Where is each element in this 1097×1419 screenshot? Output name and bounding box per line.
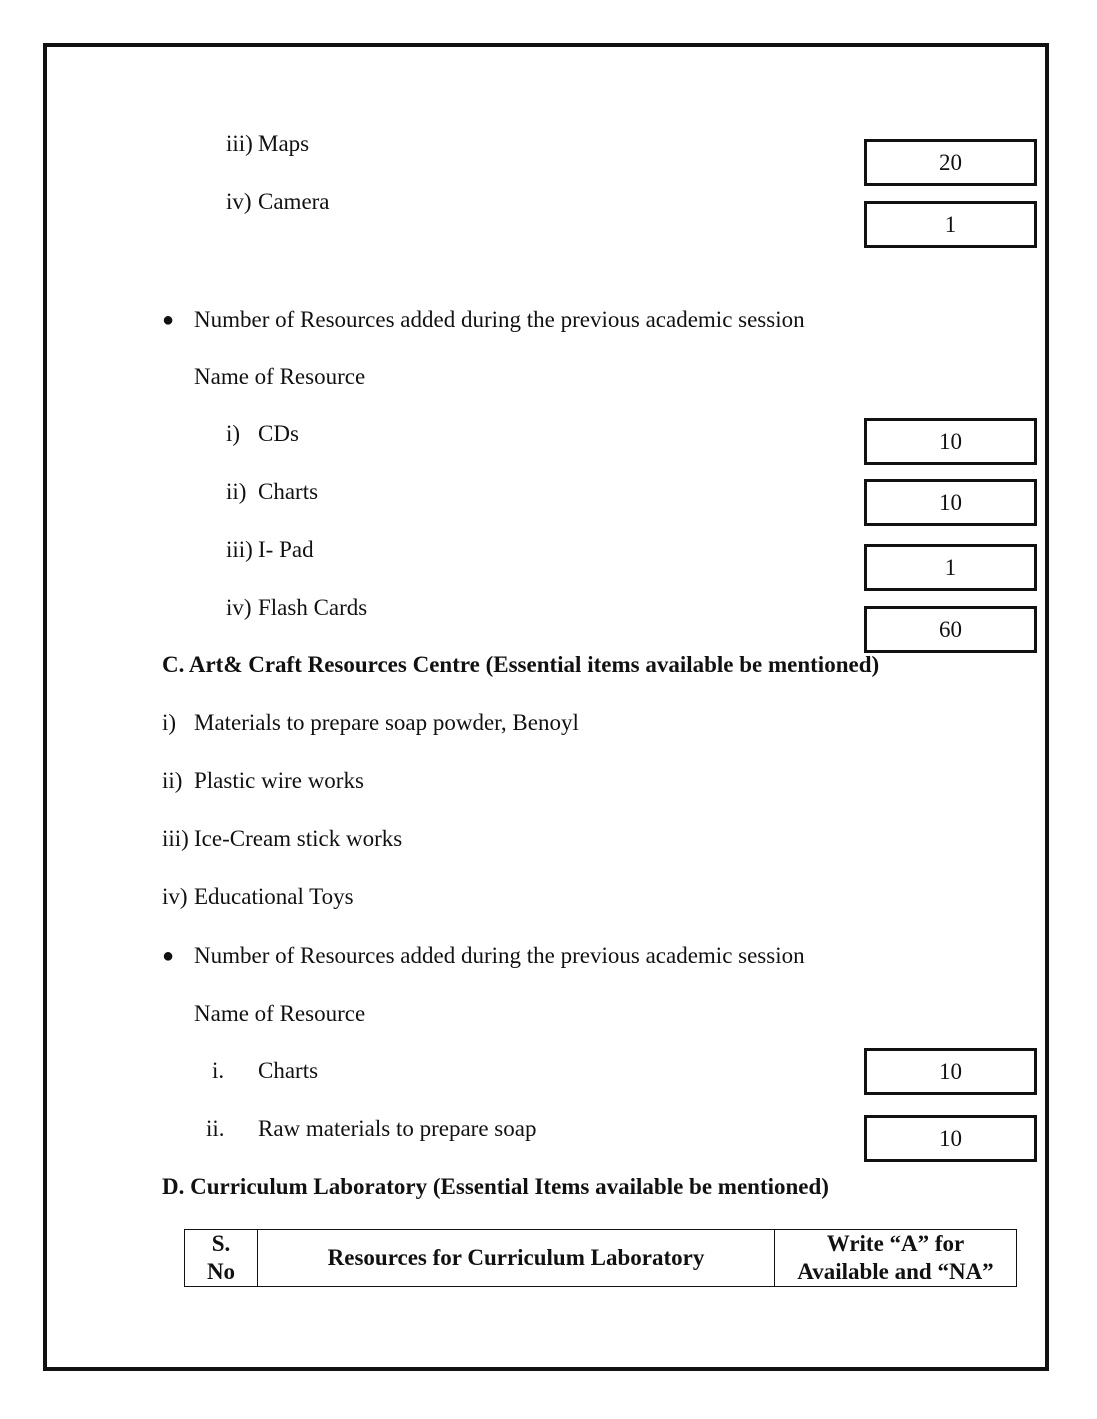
- value-box-charts: 10: [864, 1048, 1037, 1095]
- item-number: iv): [226, 189, 252, 214]
- resources-added-text: Number of Resources added during the previous academic session: [194, 307, 805, 332]
- header-resources: Resources for Curriculum Laboratory: [258, 1230, 775, 1287]
- item-number: ii): [162, 768, 183, 793]
- bullet-icon: ●: [162, 945, 175, 967]
- header-avail-line1: Write “A” for: [826, 1231, 965, 1256]
- header-sno-line1: S.: [211, 1231, 231, 1256]
- item-number: iv): [226, 595, 252, 620]
- value-box-camera: 1: [864, 201, 1037, 248]
- item-number: iv): [162, 884, 188, 909]
- curriculum-lab-table: [184, 1229, 1017, 1287]
- name-of-resource-heading: Name of Resource: [194, 1001, 366, 1026]
- section-d-heading: D. Curriculum Laboratory (Essential Items available be mentioned): [162, 1174, 829, 1199]
- item-number: i): [162, 710, 177, 735]
- header-availability: [775, 1230, 1017, 1287]
- value-box-ipad: 1: [864, 544, 1037, 591]
- item-label-charts: Charts: [258, 479, 319, 504]
- item-label-ipad: I- Pad: [258, 537, 314, 562]
- item-label-maps: Maps: [258, 131, 310, 156]
- item-number: i): [226, 421, 241, 446]
- item-number: iii): [226, 537, 253, 562]
- value-box-maps: 20: [864, 139, 1037, 186]
- item-number: iii): [162, 826, 189, 851]
- item-number: iii): [226, 131, 253, 156]
- art-item-soap-powder: Materials to prepare soap powder, Benoyl: [194, 710, 579, 735]
- item-label-raw-materials: Raw materials to prepare soap: [258, 1116, 537, 1141]
- item-label-charts: Charts: [258, 1058, 319, 1083]
- item-number: i.: [212, 1058, 225, 1083]
- value-box-charts: 10: [864, 479, 1037, 526]
- art-item-ice-cream-stick: Ice-Cream stick works: [194, 826, 403, 851]
- value-box-flash-cards: 60: [864, 606, 1037, 653]
- header-sno: [185, 1230, 258, 1287]
- bullet-icon: ●: [162, 309, 175, 331]
- header-avail-line2: Available and “NA”: [797, 1259, 994, 1284]
- art-item-educational-toys: Educational Toys: [194, 884, 354, 909]
- value-box-raw-materials: 10: [864, 1115, 1037, 1162]
- item-number: ii.: [206, 1116, 225, 1141]
- item-label-camera: Camera: [258, 189, 330, 214]
- resources-added-text: Number of Resources added during the previous academic session: [194, 943, 805, 968]
- art-item-plastic-wire: Plastic wire works: [194, 768, 364, 793]
- section-c-heading: C. Art& Craft Resources Centre (Essential items available be mentioned): [162, 652, 880, 677]
- table-header-row: [185, 1230, 1017, 1287]
- name-of-resource-heading: Name of Resource: [194, 364, 366, 389]
- header-sno-line2: No: [206, 1259, 236, 1284]
- value-box-cds: 10: [864, 418, 1037, 465]
- item-label-flash-cards: Flash Cards: [258, 595, 368, 620]
- item-label-cds: CDs: [258, 421, 299, 446]
- item-number: ii): [226, 479, 247, 504]
